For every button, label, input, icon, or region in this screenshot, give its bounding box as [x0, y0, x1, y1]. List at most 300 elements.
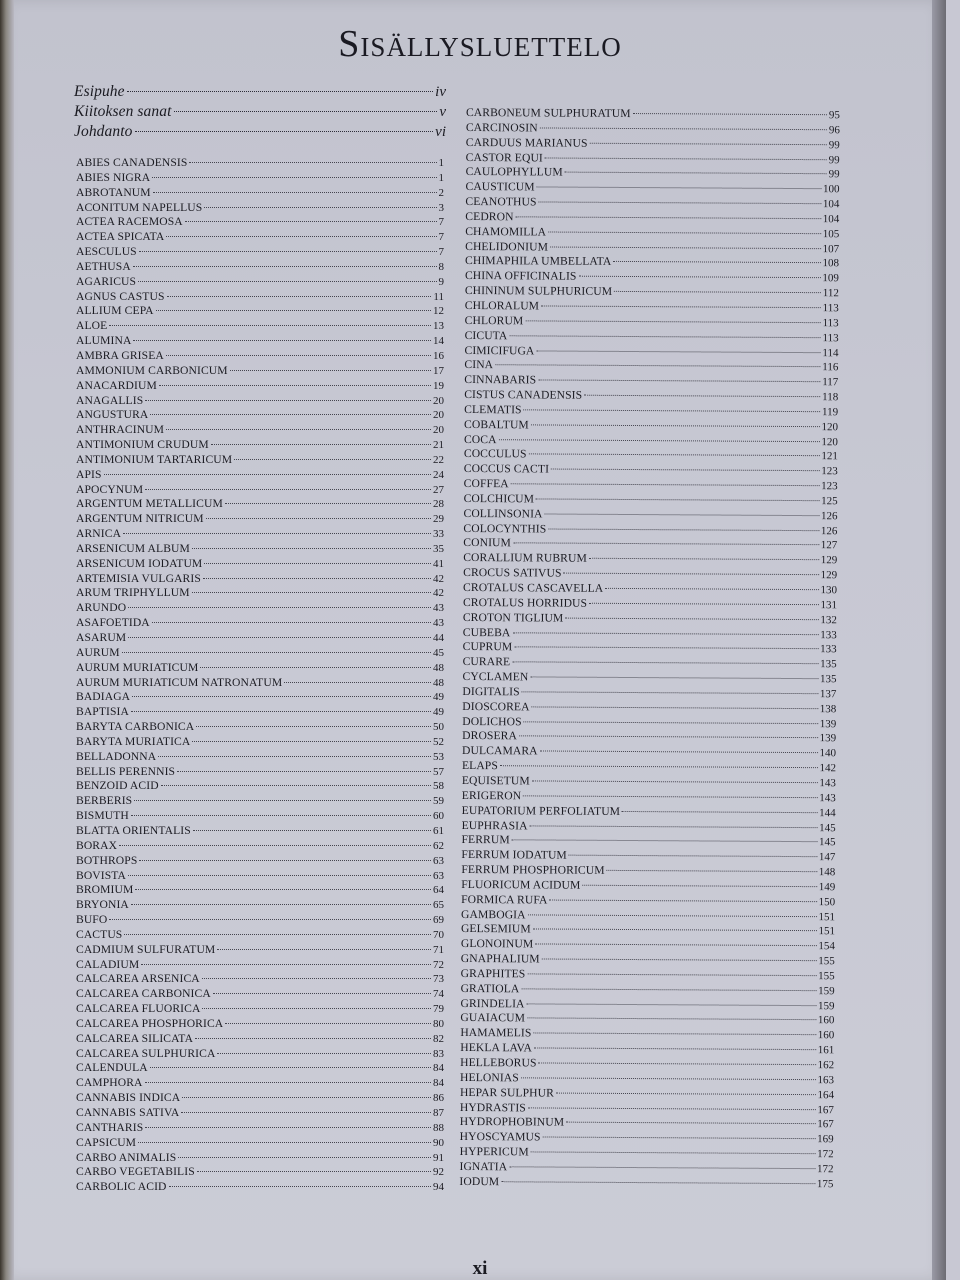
- toc-entry-title: AGNUS CASTUS: [76, 289, 165, 303]
- toc-entry-title: CARBOLIC ACID: [76, 1180, 167, 1194]
- dot-leader: [509, 1166, 815, 1169]
- toc-entry-title: CALADIUM: [76, 957, 140, 971]
- toc-entry-page: 17: [433, 364, 444, 377]
- dot-leader: [529, 454, 820, 457]
- toc-entry-title: AMMONIUM CARBONICUM: [76, 363, 228, 377]
- dot-leader: [519, 736, 818, 739]
- toc-entry: [76, 186, 444, 201]
- dot-leader: [135, 889, 431, 890]
- toc-entry: [76, 334, 444, 349]
- toc-entry-title: CROTALUS HORRIDUS: [462, 595, 588, 610]
- toc-entry-title: Kiitoksen sanat: [74, 103, 172, 120]
- dot-leader: [541, 305, 821, 308]
- toc-entry-page: 135: [820, 658, 837, 671]
- toc-entry: [462, 818, 836, 835]
- toc-entry: [462, 715, 836, 732]
- dot-leader: [211, 444, 431, 445]
- dot-leader: [500, 765, 818, 768]
- toc-entry-title: ASAFOETIDA: [76, 616, 150, 630]
- toc-entry-page: 53: [433, 750, 444, 763]
- toc-entry-page: 45: [433, 646, 444, 659]
- toc-entry-title: GRATIOLA: [460, 981, 520, 996]
- toc-entry-page: 132: [820, 613, 837, 626]
- toc-entry-page: 41: [433, 557, 444, 570]
- dot-leader: [131, 815, 431, 816]
- dot-leader: [527, 1018, 816, 1021]
- toc-entry-page: 7: [438, 246, 444, 259]
- toc-entry: [76, 1076, 444, 1091]
- toc-entry-title: CARBO VEGETABILIS: [76, 1165, 195, 1179]
- dot-leader: [234, 459, 431, 460]
- toc-entry-title: CLEMATIS: [464, 402, 522, 417]
- toc-entry-title: BOTHROPS: [76, 853, 138, 867]
- dot-leader: [569, 855, 817, 858]
- toc-entry-title: ANAGALLIS: [76, 393, 144, 407]
- dot-leader: [133, 266, 437, 267]
- dot-leader: [104, 474, 431, 475]
- toc-entry-title: ARSENICUM IODATUM: [76, 556, 203, 570]
- dot-leader: [525, 320, 820, 323]
- toc-entry-title: Johdanto: [74, 123, 133, 140]
- dot-leader: [527, 1003, 816, 1006]
- dot-leader: [159, 385, 431, 386]
- toc-entry: [463, 611, 837, 628]
- toc-entry-page: 105: [822, 227, 840, 241]
- toc-entry: [76, 690, 444, 705]
- toc-entry: [76, 230, 444, 245]
- dot-leader: [545, 157, 827, 160]
- dot-leader: [134, 800, 431, 801]
- dot-leader: [138, 1142, 431, 1143]
- dot-leader: [524, 409, 820, 412]
- toc-entry-title: CALCAREA SULPHURICA: [76, 1046, 216, 1060]
- toc-entry-title: CANNABIS SATIVA: [76, 1106, 180, 1119]
- toc-entry-page: 150: [818, 895, 836, 908]
- dot-leader: [225, 1023, 431, 1024]
- toc-entry-page: 140: [819, 747, 837, 760]
- toc-entry-page: 159: [818, 984, 835, 998]
- dot-leader: [524, 721, 818, 724]
- toc-entry-page: 172: [816, 1163, 834, 1176]
- toc-entry-title: CARCINOSIN: [465, 120, 538, 135]
- toc-entry-page: 137: [819, 688, 837, 701]
- dot-leader: [192, 548, 431, 549]
- dot-leader: [533, 929, 817, 932]
- dot-leader: [540, 751, 818, 754]
- dot-leader: [499, 439, 820, 442]
- dot-leader: [139, 251, 437, 252]
- toc-entry-title: HELONIAS: [460, 1070, 519, 1085]
- toc-entry-page: 120: [821, 420, 839, 433]
- dot-leader: [152, 177, 436, 178]
- toc-entry-page: 175: [816, 1177, 834, 1191]
- toc-entry-title: CROTON TIGLIUM: [462, 610, 564, 625]
- dot-leader: [150, 1067, 431, 1068]
- dot-leader: [614, 291, 821, 293]
- toc-entry: [76, 765, 444, 780]
- toc-entry-title: FORMICA RUFA: [461, 892, 548, 907]
- toc-entry-page: 27: [433, 483, 444, 496]
- toc-entry-page: 22: [433, 453, 444, 466]
- toc-entry-page: 84: [433, 1062, 444, 1075]
- toc-entry-title: CHELIDONIUM: [465, 239, 549, 254]
- toc-entry: [76, 735, 444, 750]
- toc-entry-title: CALCAREA PHOSPHORICA: [76, 1016, 224, 1030]
- toc-entry-title: FERRUM IODATUM: [461, 848, 567, 862]
- toc-entry-title: CHAMOMILLA: [465, 224, 547, 239]
- toc-entry-page: 20: [433, 424, 444, 437]
- toc-entry: [76, 290, 444, 305]
- toc-entry-title: BLATTA ORIENTALIS: [76, 823, 191, 837]
- dot-leader: [204, 207, 436, 208]
- toc-entry: [76, 794, 444, 809]
- toc-entry-title: ALOE: [76, 319, 108, 333]
- toc-entry-title: CHININUM SULPHURICUM: [464, 284, 613, 299]
- toc-entry-page: 80: [433, 1017, 444, 1030]
- toc-entry-title: HELLEBORUS: [460, 1055, 537, 1070]
- dot-leader: [509, 335, 820, 338]
- dot-leader: [109, 325, 431, 326]
- dot-leader: [523, 795, 817, 798]
- dot-leader: [189, 162, 436, 163]
- toc-entry-page: 159: [817, 999, 835, 1012]
- dot-leader: [225, 503, 431, 504]
- toc-entry-title: ACONITUM NAPELLUS: [76, 200, 203, 214]
- dot-leader: [128, 637, 431, 638]
- toc-entry-page: 123: [821, 480, 838, 493]
- toc-entry-title: CONIUM: [463, 536, 511, 550]
- toc-entry-page: v: [439, 104, 446, 120]
- dot-leader: [158, 756, 431, 757]
- toc-entry-page: 139: [819, 717, 837, 730]
- toc-entry-title: ANACARDIUM: [76, 378, 157, 392]
- toc-entry: [76, 720, 444, 735]
- toc-entry-title: CINA: [464, 358, 494, 372]
- toc-entry: [76, 869, 444, 884]
- toc-entry-page: 69: [433, 914, 444, 927]
- front-matter-list: [74, 82, 446, 142]
- dot-leader: [202, 978, 431, 979]
- toc-entry-title: ABROTANUM: [76, 185, 151, 199]
- toc-entry-title: CARBO ANIMALIS: [76, 1150, 177, 1164]
- toc-entry: [76, 631, 444, 646]
- toc-entry-page: 160: [817, 1014, 835, 1027]
- dot-leader: [185, 221, 437, 222]
- toc-entry-page: 35: [433, 542, 444, 555]
- toc-entry-page: 99: [828, 138, 840, 151]
- dot-leader: [193, 830, 431, 831]
- toc-entry-title: DIOSCOREA: [462, 699, 530, 714]
- toc-entry-page: 96: [828, 124, 840, 137]
- toc-entry: [76, 201, 444, 216]
- toc-entry: [76, 394, 444, 409]
- dot-leader: [284, 682, 431, 683]
- toc-entry-page: 24: [433, 468, 444, 481]
- dot-leader: [542, 959, 817, 962]
- toc-entry-page: 90: [433, 1136, 444, 1149]
- toc-entry-title: CADMIUM SULFURATUM: [76, 942, 216, 956]
- toc-entry-page: 155: [818, 970, 835, 983]
- toc-entry-page: 42: [433, 572, 444, 585]
- toc-entry: [76, 171, 444, 186]
- toc-entry-page: 92: [433, 1166, 444, 1179]
- toc-entry-page: 139: [819, 732, 837, 745]
- toc-entry-title: CORALLIUM RUBRUM: [463, 551, 587, 566]
- toc-entry-title: HEKLA LAVA: [460, 1041, 533, 1055]
- toc-entry: [465, 314, 839, 331]
- toc-entry-page: 84: [433, 1077, 444, 1090]
- toc-entry-page: 104: [822, 213, 840, 226]
- page-title: Sisällysluettelo: [338, 23, 622, 65]
- toc-entry-page: 160: [817, 1029, 835, 1042]
- toc-entry-page: 123: [821, 465, 838, 478]
- dot-leader: [578, 276, 820, 278]
- dot-leader: [531, 1151, 815, 1154]
- toc-right-column: [459, 106, 840, 1192]
- toc-entry-title: HYPERICUM: [459, 1145, 529, 1159]
- toc-entry: [76, 1121, 444, 1136]
- toc-entry-page: 138: [819, 702, 837, 716]
- toc-entry-page: 62: [433, 839, 444, 852]
- dot-leader: [548, 528, 819, 531]
- toc-entry-title: GUAIACUM: [460, 1011, 526, 1025]
- toc-entry-title: CAUSTICUM: [465, 180, 535, 194]
- toc-entry: [76, 779, 444, 794]
- dot-leader: [536, 350, 820, 353]
- toc-entry-page: 145: [818, 836, 836, 849]
- toc-entry-title: ARUNDO: [76, 601, 127, 615]
- toc-entry-page: 7: [438, 231, 444, 244]
- toc-entry-page: 126: [820, 509, 838, 523]
- dot-leader: [181, 1112, 431, 1113]
- dot-leader: [538, 380, 820, 383]
- toc-entry-page: 135: [819, 673, 837, 686]
- toc-entry-title: BROMIUM: [76, 883, 134, 897]
- dot-leader: [539, 1062, 816, 1065]
- toc-entry-page: 107: [822, 242, 840, 255]
- toc-entry-title: CURARE: [462, 655, 511, 669]
- dot-leader: [141, 964, 431, 965]
- dot-leader: [200, 667, 431, 668]
- toc-entry: [76, 750, 444, 765]
- toc-entry: [76, 913, 444, 928]
- dot-leader: [135, 131, 434, 132]
- toc-entry-title: CHIMAPHILA UMBELLATA: [465, 254, 612, 269]
- toc-entry: [76, 319, 444, 334]
- toc-entry: [76, 483, 444, 498]
- next-page-edge: [932, 0, 946, 1280]
- toc-entry-title: CALCAREA FLUORICA: [76, 1002, 201, 1016]
- toc-entry-title: DOLICHOS: [462, 714, 522, 728]
- toc-entry-title: IODUM: [459, 1174, 500, 1188]
- toc-entry-title: ARUM TRIPHYLLUM: [76, 586, 190, 600]
- dot-leader: [539, 202, 821, 205]
- toc-entry-page: 167: [817, 1118, 834, 1131]
- dot-leader: [513, 543, 819, 546]
- toc-entry-title: BARYTA MURIATICA: [76, 734, 191, 748]
- toc-entry: [76, 1136, 444, 1151]
- toc-entry: [76, 1106, 444, 1121]
- toc-entry-page: 58: [433, 780, 444, 793]
- toc-entry: [76, 557, 444, 572]
- toc-entry: [74, 82, 446, 102]
- dot-leader: [213, 993, 431, 994]
- dot-leader: [174, 111, 438, 112]
- toc-entry-title: GAMBOGIA: [461, 907, 526, 921]
- toc-entry-title: FERRUM PHOSPHORICUM: [461, 863, 605, 877]
- toc-entry-page: 120: [821, 435, 838, 448]
- dot-leader: [166, 355, 431, 356]
- toc-entry-page: 172: [817, 1148, 834, 1161]
- toc-entry: [76, 1061, 444, 1076]
- toc-entry-title: CUBEBA: [462, 625, 511, 639]
- dot-leader: [607, 870, 817, 872]
- toc-entry-title: AMBRA GRISEA: [76, 348, 164, 362]
- toc-entry-title: GLONOINUM: [460, 937, 534, 951]
- toc-entry-title: HYOSCYAMUS: [459, 1130, 541, 1144]
- toc-entry-title: HAMAMELIS: [460, 1026, 532, 1040]
- dot-leader: [109, 919, 431, 920]
- toc-entry-title: COFFEA: [463, 477, 509, 491]
- toc-entry-page: 1: [438, 157, 444, 169]
- toc-entry-title: BORAX: [76, 838, 118, 852]
- toc-entry-title: CHLORUM: [464, 313, 524, 328]
- toc-entry-page: 65: [433, 899, 444, 912]
- toc-entry-title: CANTHARIS: [76, 1120, 144, 1134]
- dot-leader: [195, 1038, 431, 1039]
- toc-entry-title: ELAPS: [461, 759, 498, 773]
- toc-entry-page: 64: [433, 884, 444, 897]
- toc-entry-page: 3: [438, 201, 444, 214]
- dot-leader: [192, 592, 431, 593]
- toc-entry-page: 127: [820, 539, 838, 552]
- dot-leader: [178, 1157, 431, 1158]
- toc-entry: [76, 987, 444, 1002]
- toc-entry-page: 8: [438, 260, 444, 273]
- toc-entry-title: HYDRASTIS: [459, 1100, 526, 1114]
- toc-entry-page: 48: [433, 676, 444, 689]
- toc-entry-page: 57: [433, 765, 444, 778]
- dot-leader: [566, 1122, 815, 1125]
- dot-leader: [138, 281, 436, 282]
- dot-leader: [217, 1053, 431, 1054]
- dot-leader: [551, 469, 819, 472]
- toc-entry-title: CROTALUS CASCAVELLA: [463, 580, 604, 595]
- toc-entry-title: CEDRON: [465, 209, 514, 224]
- dot-leader: [182, 1097, 431, 1098]
- dot-leader: [543, 1137, 816, 1140]
- toc-entry-title: GRAPHITES: [460, 966, 526, 981]
- toc-entry-page: 131: [820, 599, 837, 612]
- dot-leader: [131, 904, 431, 905]
- toc-entry: [76, 245, 444, 260]
- toc-entry-page: 104: [822, 198, 840, 211]
- document-page: [14, 0, 946, 1280]
- toc-entry-page: 19: [433, 379, 444, 392]
- dot-leader: [528, 914, 817, 917]
- toc-entry-title: AESCULUS: [76, 245, 137, 259]
- toc-entry-page: 7: [438, 216, 444, 229]
- toc-entry-title: ANGUSTURA: [76, 408, 149, 422]
- toc-entry-title: GELSEMIUM: [460, 922, 531, 936]
- toc-entry-title: ARSENICUM ALBUM: [76, 541, 190, 555]
- toc-entry: [76, 646, 444, 661]
- toc-entry-title: ABIES CANADENSIS: [76, 156, 188, 169]
- toc-entry-title: BERBERIS: [76, 794, 133, 808]
- toc-entry: [76, 408, 444, 423]
- toc-entry-page: 70: [433, 928, 444, 941]
- toc-entry: [464, 343, 838, 360]
- toc-entry-page: 119: [822, 406, 839, 419]
- toc-entry: [76, 542, 444, 557]
- dot-leader: [166, 429, 431, 430]
- toc-entry-page: 59: [433, 795, 444, 808]
- toc-entry-page: 72: [433, 958, 444, 971]
- toc-entry-title: ARGENTUM NITRICUM: [76, 512, 204, 526]
- dot-leader: [161, 785, 431, 786]
- toc-entry-title: ALLIUM CEPA: [76, 304, 154, 318]
- toc-entry-page: 48: [433, 661, 444, 674]
- toc-entry-page: 42: [433, 587, 444, 600]
- toc-entry-page: vi: [435, 124, 446, 140]
- dot-leader: [531, 424, 820, 427]
- toc-entry-page: 12: [433, 305, 444, 318]
- toc-entry-title: FERRUM: [461, 833, 510, 847]
- dot-leader: [169, 1186, 431, 1187]
- toc-entry-title: APIS: [76, 467, 102, 481]
- dot-leader: [145, 1127, 431, 1128]
- toc-entry-page: 100: [822, 183, 840, 196]
- toc-entry: [76, 943, 444, 958]
- toc-entry-page: 125: [821, 495, 838, 508]
- toc-entry-page: 108: [822, 257, 840, 270]
- toc-entry-page: 151: [818, 910, 836, 923]
- toc-entry: [76, 468, 444, 483]
- toc-entry: [76, 854, 444, 869]
- toc-entry-page: 20: [433, 409, 444, 422]
- toc-entry: [76, 453, 444, 468]
- toc-entry: [76, 586, 444, 601]
- toc-entry-page: 147: [818, 851, 836, 864]
- toc-entry-page: 163: [817, 1074, 835, 1087]
- toc-entry: [76, 260, 444, 275]
- dot-leader: [530, 676, 818, 679]
- dot-leader: [528, 1107, 816, 1110]
- toc-entry-title: CANNABIS INDICA: [76, 1091, 181, 1105]
- toc-entry: [76, 676, 444, 691]
- toc-entry-page: 61: [433, 824, 444, 837]
- dot-leader: [535, 944, 816, 947]
- toc-entry-title: CHINA OFFICINALIS: [464, 269, 577, 283]
- page-number: xi: [472, 1258, 488, 1279]
- toc-entry-title: BRYONIA: [76, 898, 129, 912]
- toc-entry-page: 154: [818, 940, 835, 953]
- dot-leader: [217, 949, 431, 950]
- toc-entry: [76, 809, 444, 824]
- toc-entry-page: 109: [822, 272, 839, 285]
- toc-entry-page: 161: [817, 1044, 835, 1057]
- dot-leader: [533, 1033, 815, 1036]
- toc-entry: [76, 349, 444, 364]
- toc-entry-page: 52: [433, 735, 444, 748]
- dot-leader: [150, 414, 431, 415]
- toc-entry-title: GNAPHALIUM: [460, 952, 540, 966]
- toc-entry: [76, 364, 444, 379]
- dot-leader: [156, 310, 431, 311]
- toc-entry-page: 113: [822, 316, 839, 330]
- toc-entry-title: EUPATORIUM PERFOLIATUM: [461, 803, 621, 818]
- dot-leader: [128, 607, 431, 608]
